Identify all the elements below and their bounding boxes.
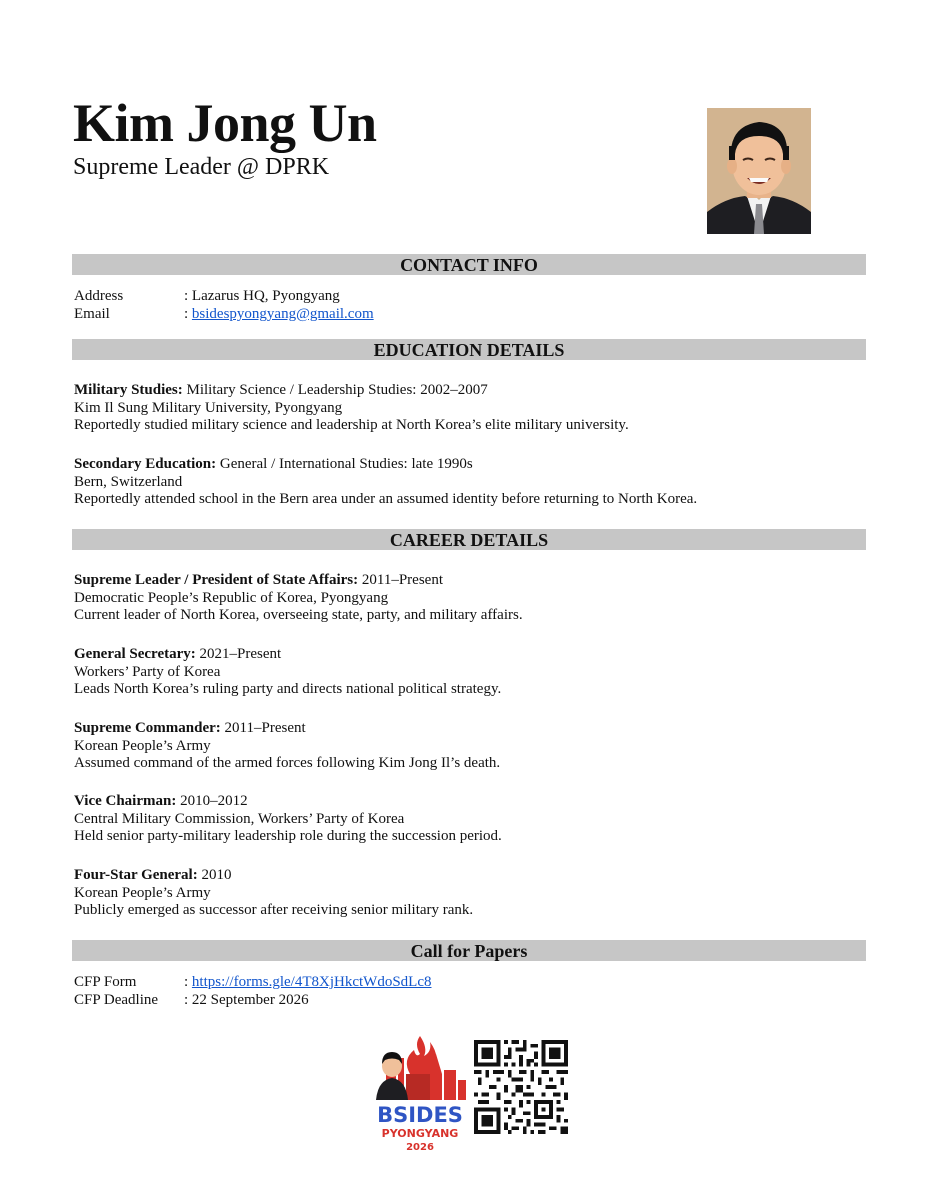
cfp-form-link[interactable]: https://forms.gle/4T8XjHkctWdoSdLc8 bbox=[191, 974, 432, 990]
career-section-header: CAREER DETAILS bbox=[72, 529, 866, 550]
entry-organization: Korean People’s Army bbox=[74, 737, 211, 754]
education-entry-heading bbox=[74, 382, 864, 400]
entry-detail: 2010 bbox=[197, 867, 232, 883]
cfp-deadline-value: : 22 September 2026 bbox=[184, 992, 309, 1008]
entry-title: General Secretary: bbox=[74, 646, 196, 662]
email-link[interactable]: bsidespyongyang@gmail.com bbox=[191, 306, 374, 322]
entry-title: Supreme Leader / President of State Affairs: bbox=[74, 572, 359, 588]
entry-institution: Bern, Switzerland bbox=[74, 473, 183, 490]
entry-description: Assumed command of the armed forces following Kim Jong Il’s death. bbox=[74, 755, 501, 771]
logo-city-text: PYONGYANG bbox=[381, 1127, 459, 1140]
entry-description: Leads North Korea’s ruling party and directs national political strategy. bbox=[74, 681, 502, 697]
entry-description: Publicly emerged as successor after receiving senior military rank. bbox=[74, 902, 474, 918]
entry-title: Vice Chairman: bbox=[74, 793, 177, 809]
career-entry bbox=[74, 572, 864, 625]
logo-bsides-text: BSIDES bbox=[377, 1103, 463, 1127]
career-entry-heading bbox=[74, 793, 864, 811]
education-entry bbox=[74, 456, 864, 509]
career-entry-heading bbox=[74, 867, 864, 885]
entry-title: Military Studies: bbox=[74, 382, 183, 398]
entry-detail: 2011–Present bbox=[358, 572, 443, 588]
career-entry bbox=[74, 867, 864, 920]
cfp-form-value bbox=[184, 974, 431, 991]
entry-organization: Central Military Commission, Workers’ Party of Korea bbox=[74, 810, 405, 827]
address-label: Address bbox=[74, 288, 124, 304]
email-colon: : bbox=[184, 306, 192, 322]
cfp-section-header: Call for Papers bbox=[72, 940, 866, 961]
entry-title: Secondary Education: bbox=[74, 456, 217, 472]
entry-institution: Kim Il Sung Military University, Pyongyang bbox=[74, 399, 343, 416]
entry-title: Four-Star General: bbox=[74, 867, 198, 883]
entry-description: Reportedly attended school in the Bern area under an assumed identity before returning to North Korea. bbox=[74, 491, 698, 507]
bsides-pyongyang-logo bbox=[370, 1030, 470, 1162]
cfp-form-colon: : bbox=[184, 974, 192, 990]
entry-description: Held senior party-military leadership role during the succession period. bbox=[74, 828, 502, 844]
career-entry-heading bbox=[74, 572, 864, 590]
cfp-qr-code[interactable] bbox=[474, 1040, 568, 1134]
entry-detail: Military Science / Leadership Studies: 2002–2007 bbox=[182, 382, 488, 398]
entry-title: Supreme Commander: bbox=[74, 720, 221, 736]
entry-organization: Democratic People’s Republic of Korea, Pyongyang bbox=[74, 589, 389, 606]
education-section-header: EDUCATION DETAILS bbox=[72, 339, 866, 360]
person-title: Supreme Leader @ DPRK bbox=[73, 154, 330, 180]
contact-section-header: CONTACT INFO bbox=[72, 254, 866, 275]
entry-organization: Korean People’s Army bbox=[74, 884, 211, 901]
career-entry-heading bbox=[74, 720, 864, 738]
address-value: : Lazarus HQ, Pyongyang bbox=[184, 288, 340, 304]
career-entry-heading bbox=[74, 646, 864, 664]
logo-year-text: 2026 bbox=[406, 1142, 434, 1153]
entry-detail: General / International Studies: late 1990s bbox=[216, 456, 473, 472]
career-entry bbox=[74, 646, 864, 699]
education-entry bbox=[74, 382, 864, 435]
entry-description: Reportedly studied military science and leadership at North Korea’s elite military university. bbox=[74, 417, 629, 433]
email-label: Email bbox=[74, 306, 110, 322]
entry-description: Current leader of North Korea, overseeing state, party, and military affairs. bbox=[74, 607, 523, 623]
education-entry-heading bbox=[74, 456, 864, 474]
entry-detail: 2011–Present bbox=[220, 720, 306, 736]
profile-photo bbox=[707, 108, 811, 234]
entry-organization: Workers’ Party of Korea bbox=[74, 663, 221, 680]
cfp-deadline-label: CFP Deadline bbox=[74, 992, 159, 1008]
cfp-form-label: CFP Form bbox=[74, 974, 137, 990]
entry-detail: 2010–2012 bbox=[176, 793, 248, 809]
career-entry bbox=[74, 793, 864, 846]
career-entry bbox=[74, 720, 864, 773]
email-value bbox=[184, 306, 374, 323]
person-name: Kim Jong Un bbox=[73, 93, 377, 153]
entry-detail: 2021–Present bbox=[195, 646, 282, 662]
